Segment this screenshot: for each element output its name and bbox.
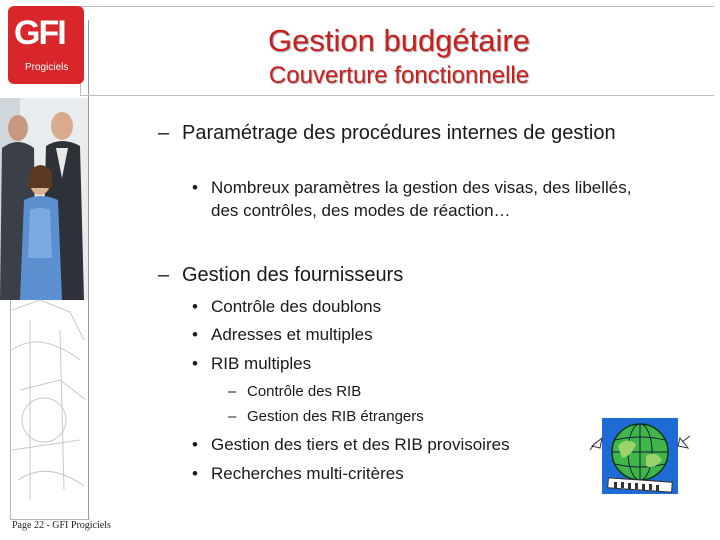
section-2-heading [158,262,638,288]
dash-marker: – [158,122,170,144]
sub-item-1 [228,381,608,403]
section-1-bullet-text: Nombreux paramètres la gestion des visas, des libellés, des contrôles, des modes de réaction… [211,178,632,220]
sub-item-2 [228,406,608,428]
logo-brand: GFI [14,14,65,52]
slide-subtitle: Couverture fonctionnelle [268,62,530,89]
bullet-marker: • [192,178,198,197]
decorative-sketch [0,290,96,520]
slide-title: Gestion budgétaire [268,23,530,58]
bullet-text: Contrôle des doublons [211,297,382,316]
sub-item-text: Contrôle des RIB [247,383,362,400]
bullet-marker: • [192,464,198,483]
dash-marker: – [228,408,237,425]
section-1-heading-text: Paramétrage des procédures internes de gestion [182,122,616,144]
bullet-marker: • [192,435,198,454]
dash-marker: – [228,383,237,400]
section-1-heading [158,120,638,146]
section-2-bullet-3 [192,352,632,375]
bullet-text: Recherches multi-critères [211,464,404,483]
sub-item-text: Gestion des RIB étrangers [247,408,424,425]
bullet-marker: • [192,297,198,316]
bullet-marker: • [192,354,198,373]
bullet-text: RIB multiples [211,354,312,373]
dash-marker: – [158,264,170,286]
section-2-heading-text: Gestion des fournisseurs [182,264,404,286]
section-2-bullet-5 [192,462,592,485]
section-2-bullet-2 [192,323,632,346]
section-1-bullet [192,176,652,222]
section-2-bullet-4 [192,433,592,456]
business-people-photo [0,98,88,300]
page-footer: Page 22 - GFI Progiciels [12,520,111,531]
bullet-text: Adresses et multiples [211,325,373,344]
bullet-marker: • [192,325,198,344]
section-2-bullet-1 [192,295,632,318]
globe-icon [588,416,692,496]
logo-tagline: Progiciels [25,62,69,73]
bullet-text: Gestion des tiers et des RIB provisoires [211,435,510,454]
gfi-logo [8,6,84,84]
